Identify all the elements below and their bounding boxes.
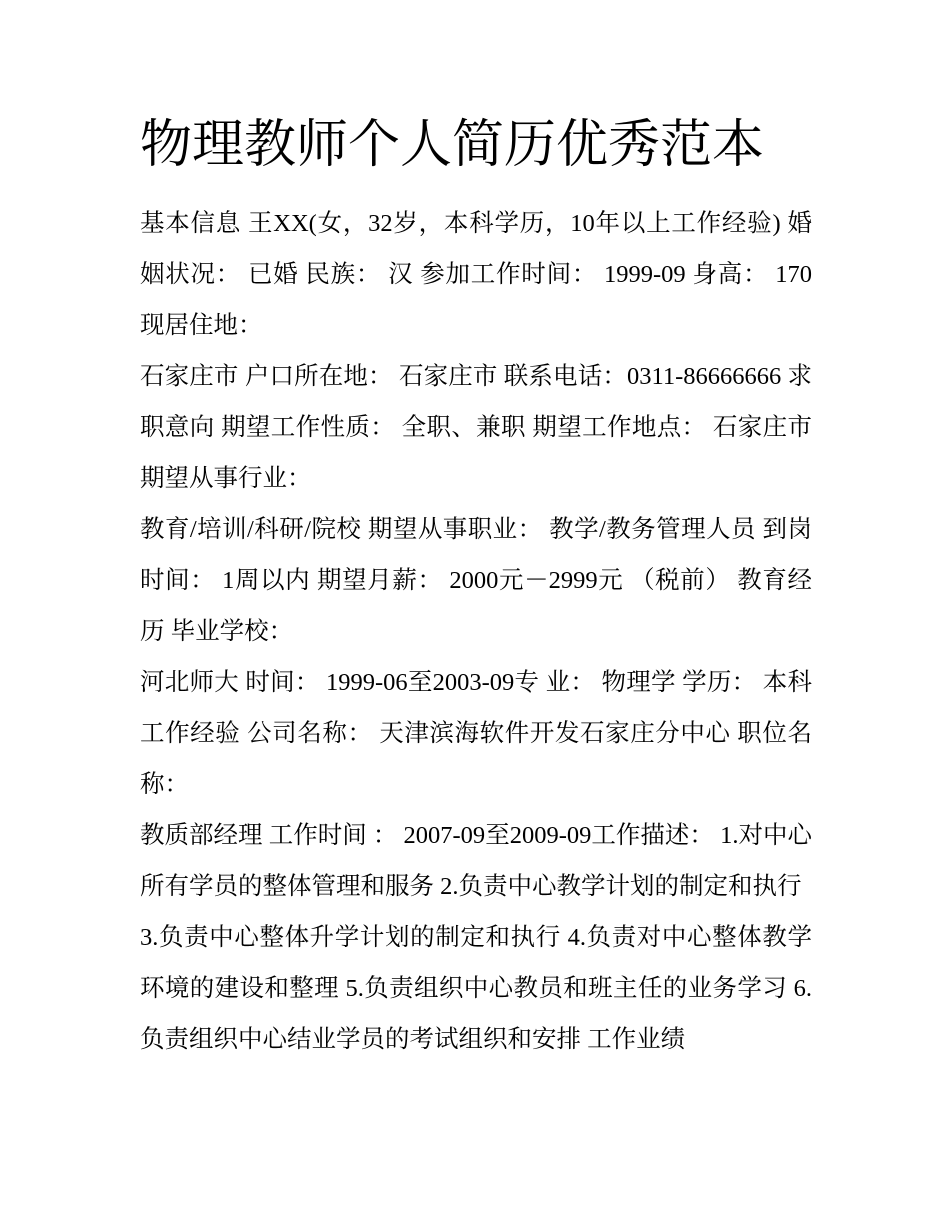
- paragraph-responsibilities: 3.负责中心整体升学计划的制定和执行 4.负责对中心整体教学环境的建设和整理 5.负责组织中心教员和班主任的业务学习 6.负责组织中心结业学员的考试组织和安排 工作业绩: [140, 924, 812, 1053]
- paragraph-residence-job-intent: 石家庄市 户口所在地： 石家庄市 联系电话：0311-86666666 求职意向 期望工作性质： 全职、兼职 期望工作地点： 石家庄市 期望从事行业：: [140, 363, 812, 492]
- paragraph-position-description: 教质部经理 工作时间 ： 2007-09至2009-09工作描述： 1.对中心所有学员的整体管理和服务 2.负责中心教学计划的制定和执行: [140, 822, 812, 900]
- paragraph-school-work-experience: 河北师大 时间： 1999-06至2003-09专 业： 物理学 学历： 本科 工作经验 公司名称： 天津滨海软件开发石家庄分中心 职位名称：: [140, 669, 812, 798]
- document-title: 物理教师个人简历优秀范本: [140, 117, 765, 174]
- paragraph-basic-info: 基本信息 王XX(女，32岁，本科学历，10年以上工作经验) 婚姻状况： 已婚 民族： 汉 参加工作时间： 1999-09 身高： 170 现居住地：: [140, 210, 812, 339]
- paragraph-industry-education: 教育/培训/科研/院校 期望从事职业： 教学/教务管理人员 到岗时间： 1周以内 期望月薪： 2000元－2999元 （税前） 教育经历 毕业学校：: [140, 516, 812, 645]
- document-body: [140, 198, 812, 1065]
